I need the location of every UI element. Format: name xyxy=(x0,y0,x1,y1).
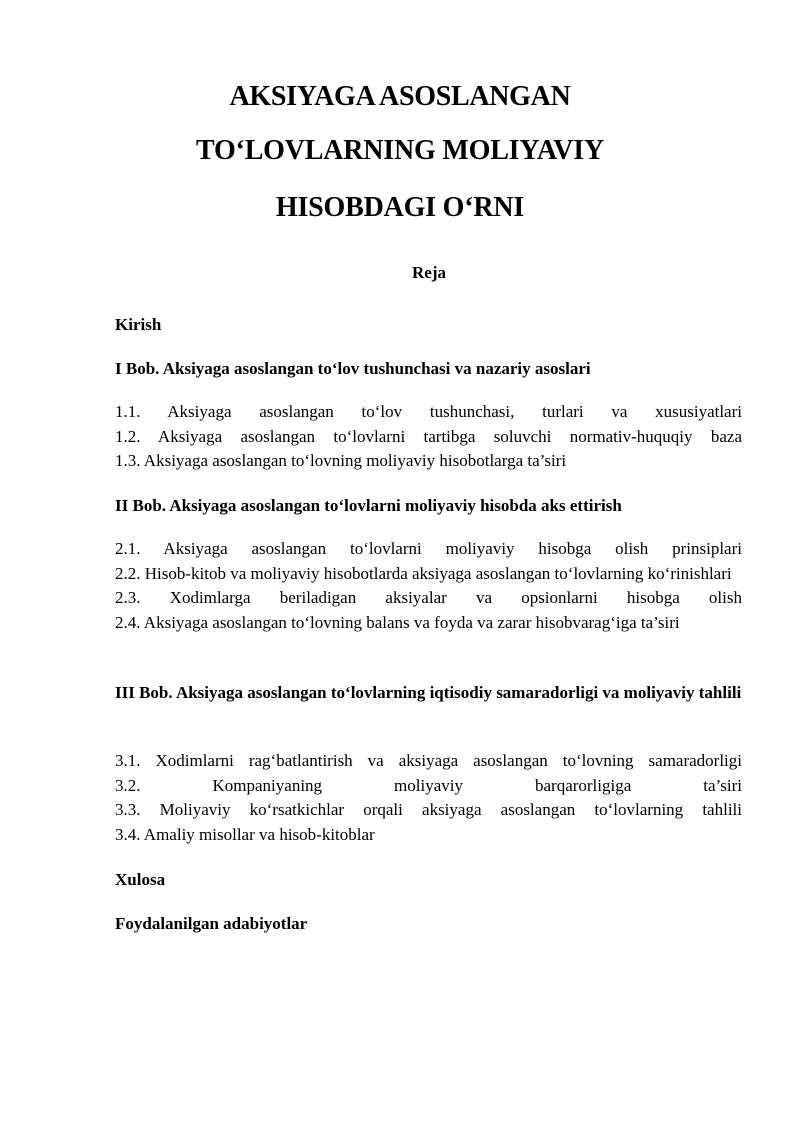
chapter1-item-2: 1.2. Aksiyaga asoslangan to‘lovlarni tartibga soluvchi normativ-huquqiy baza xyxy=(115,426,742,446)
plan-label: Reja xyxy=(412,263,446,282)
references-heading: Foydalanilgan adabiyotlar xyxy=(115,914,308,933)
chapter3-item-4: 3.4. Amaliy misollar va hisob-kitoblar xyxy=(115,824,375,844)
document-title-line-2: TO‘LOVLARNING MOLIYAVIY xyxy=(196,135,604,166)
chapter3-item-1: 3.1. Xodimlarni rag‘batlantirish va aksiyaga asoslangan to‘lovning samaradorligi xyxy=(115,751,742,770)
chapter2-item-1: 2.1. Aksiyaga asoslangan to‘lovlarni moliyaviy hisobga olish prinsiplari xyxy=(115,539,742,558)
chapter2-item-3: 2.3. Xodimlarga beriladigan aksiyalar va opsionlarni hisobga olish xyxy=(115,588,742,608)
chapter1-heading: I Bob. Aksiyaga asoslangan to‘lov tushunchasi va nazariy asoslari xyxy=(115,359,591,378)
document-title-line-1: AKSIYAGA ASOSLANGAN xyxy=(229,81,571,112)
chapter3-item-2: 3.2. Kompaniyaning moliyaviy barqarorligiga ta’siri xyxy=(115,775,742,795)
chapter2-item-2: 2.2. Hisob-kitob va moliyaviy hisobotlarda aksiyaga asoslangan to‘lovlarning ko‘rinishlari xyxy=(115,563,732,583)
chapter1-items xyxy=(115,400,742,474)
chapter2-items xyxy=(115,537,742,635)
chapter3-heading: III Bob. Aksiyaga asoslangan to‘lovlarning iqtisodiy samaradorligi va moliyaviy tahlili xyxy=(115,683,742,702)
chapter1-item-3: 1.3. Aksiyaga asoslangan to‘lovning moliyaviy hisobotlarga ta’siri xyxy=(115,451,567,471)
conclusion-heading: Xulosa xyxy=(115,870,166,889)
chapter2-item-4: 2.4. Aksiyaga asoslangan to‘lovning balans va foyda va zarar hisobvarag‘iga ta’siri xyxy=(115,612,680,632)
intro-heading: Kirish xyxy=(115,315,162,334)
chapter2-heading: II Bob. Aksiyaga asoslangan to‘lovlarni moliyaviy hisobda aks ettirish xyxy=(115,496,622,515)
chapter3-items xyxy=(115,749,742,847)
document-title-line-3: HISOBDAGI O‘RNI xyxy=(275,192,525,223)
chapter3-item-3: 3.3. Moliyaviy ko‘rsatkichlar orqali aksiyaga asoslangan to‘lovlarning tahlili xyxy=(115,800,742,820)
chapter1-item-1: 1.1. Aksiyaga asoslangan to‘lov tushunchasi, turlari va xususiyatlari xyxy=(115,402,742,421)
